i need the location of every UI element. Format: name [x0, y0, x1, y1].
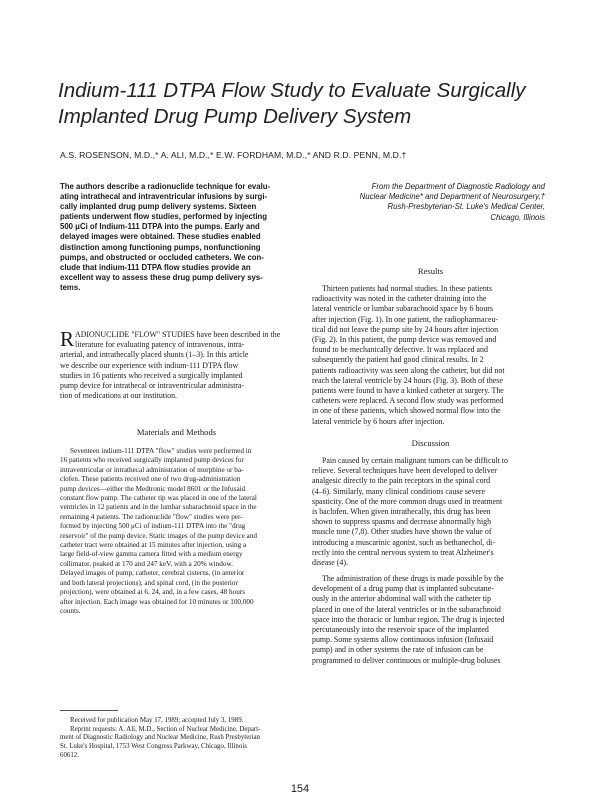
discussion-line: spasticity. One of the more common drugs used in treatment — [312, 496, 503, 506]
results-line: tical did not leave the pump site by 24 hours after injection — [312, 324, 499, 334]
methods-line: ventricles in 12 patients and in the lumbar subarachnoid space in the — [60, 503, 257, 512]
discussion-line: muscle tone (7,8). Other studies have shown the value of — [312, 527, 492, 537]
footnote-line: Received for publication May 17, 1989; accepted July 3, 1989. — [70, 717, 244, 724]
results-text — [312, 284, 549, 427]
results-line: in one of these patients, which showed normal flow into the — [312, 406, 501, 416]
discussion-line: pump) and in other systems the rate of infusion can be — [312, 645, 484, 655]
results-line: subsequently the patient had good clinical results. In 2 — [312, 355, 484, 365]
methods-line: 16 patients who received surgically implanted pump devices for — [60, 456, 244, 465]
footnote-line: Reprint requests: A. Ali, M.D., Section of Nuclear Medicine, Depart- — [70, 725, 261, 733]
abstract-line: clude that indium-111 DTPA flow studies provide an — [60, 262, 251, 272]
abstract — [60, 182, 293, 293]
discussion-line: space into the thoracic or lumbar region. The drug is injected — [312, 614, 505, 624]
abstract-line: 500 μCi of Indium-111 DTPA into the pumps. Early and — [60, 222, 260, 232]
title-line: Indium-111 DTPA Flow Study to Evaluate Surgically — [58, 79, 526, 102]
abstract-line: patients underwent flow studies, performed by injecting — [60, 212, 268, 222]
discussion-line: (4–6). Similarly, many clinical conditions cause severe — [312, 486, 486, 496]
results-line: radioactivity was noted in the catheter draining into the — [312, 294, 487, 304]
discussion-line: Pain caused by certain malignant tumors can be difficult to — [322, 456, 508, 465]
methods-line: Seventeen indium-111 DTPA "flow" studies were performed in — [70, 447, 252, 455]
intro-line: pump device for intrathecal or intraventricular administra- — [60, 381, 245, 391]
abstract-line: excellent way to assess these drug pump delivery sys- — [60, 272, 263, 282]
abstract-line: The authors describe a radionuclide technique for evalu- — [60, 182, 271, 191]
methods-line: Delayed images of pump, catheter, cerebral cisterns, (in anterior — [60, 569, 245, 578]
results-line: lateral ventricle or lumbar subarachnoid space by 6 hours — [312, 304, 493, 314]
discussion-line: introducing a muscarinic agonist, such as bethanechol, di- — [312, 537, 495, 547]
methods-line: pump devices—either the Medtronic model 8601 or the Infusaid — [60, 484, 246, 493]
abstract-line: tems. — [60, 282, 81, 292]
footnote — [60, 717, 293, 761]
discussion-line: pump. Some systems allow continuous infusion (Infusaid — [312, 635, 494, 645]
abstract-line: pumps, and obstructed or occluded catheters. We con- — [60, 252, 264, 262]
affiliation-line: Chicago, Illinois — [490, 212, 545, 222]
discussion-line: percutaneously into the reservoir space of the implanted — [312, 625, 489, 635]
affiliation-line: Nuclear Medicine* and Department of Neurosurgery,† — [359, 192, 545, 202]
discussion-line: relieve. Several techniques have been developed to deliver — [312, 466, 497, 476]
results-line: (Fig. 2). In this patient, the pump device was removed and — [312, 335, 497, 345]
discussion-paragraph-2 — [312, 574, 549, 666]
intro-line: arterial, and intrathecally placed shunts (1–3). In this article — [60, 350, 249, 360]
title-line: Implanted Drug Pump Delivery System — [58, 105, 412, 128]
methods-line: projection), were obtained at 6, 24, and, in a few cases, 48 hours — [60, 588, 246, 597]
results-heading: Results — [417, 266, 444, 276]
discussion-line: programmed to deliver continuous or multiple-drug boluses — [312, 655, 501, 665]
discussion-line: is baclofen. When given intrathecally, this drug has been — [312, 507, 491, 517]
methods-line: intraventricular or intrathecal administration of morphine or ba- — [60, 465, 244, 474]
methods-line: constant flow pump. The catheter tip was placed in one of the lateral — [60, 494, 257, 503]
results-line: Thirteen patients had normal studies. In these patients — [322, 284, 493, 293]
footnote-line: St. Luke's Hospital, 1753 West Congress Parkway, Chicago, Illinois — [60, 743, 247, 751]
article-title — [58, 78, 558, 130]
methods-line: after injection. Each image was obtained for 10 minutes or 100,000 — [60, 597, 254, 606]
discussion-line: development of a drug pump that is implanted subcutane- — [312, 584, 494, 594]
drop-cap: R — [60, 327, 75, 351]
methods-line: catheter tract were obtained at 15 minutes after injection, using a — [60, 541, 247, 550]
methods-line: formed by injecting 500 μCi of indium-111 DTPA into the "drug — [60, 522, 246, 531]
intro-line: ADIONUCLIDE "FLOW" STUDIES have been described in the — [75, 330, 281, 339]
introduction — [60, 327, 293, 401]
abstract-line: delayed images were obtained. These studies enabled — [60, 232, 261, 242]
results-line: patients radioactivity was seen along the catheter, but did not — [312, 365, 505, 375]
footnote-rule — [60, 710, 118, 711]
methods-text — [60, 447, 293, 616]
methods-line: clofen. These patients received one of two drug-administration — [60, 475, 241, 484]
intro-line: literature for evaluating patency of intravenous, intra- — [75, 340, 245, 350]
discussion-line: ously in the anterior abdominal wall with the catheter tip — [312, 594, 492, 604]
intro-line: we describe our experience with indium-111 DTPA flow — [60, 360, 239, 370]
results-line: patients were found to have a kinked catheter at surgery. The — [312, 386, 504, 396]
affiliation — [300, 182, 545, 223]
abstract-line: ating intrathecal and intraventricular infusions by surgi- — [60, 192, 268, 202]
results-line: after injection (Fig. 1). In one patient, the radiopharmaceu- — [312, 314, 499, 324]
abstract-line: cally implanted drug pump delivery systems. Sixteen — [60, 202, 257, 212]
discussion-paragraph-1 — [312, 456, 549, 568]
results-line: catheters were replaced. A second flow study was performed — [312, 396, 504, 406]
methods-line: remaining 4 patients. The radionuclide "flow" studies were per- — [60, 512, 243, 521]
intro-line: tion of medications at our institution. — [60, 391, 178, 401]
results-line: found to be mechanically defective. It was replaced and — [312, 345, 488, 355]
discussion-line: disease (4). — [312, 558, 348, 568]
affiliation-line: From the Department of Diagnostic Radiology and — [371, 182, 545, 191]
page-number: 154 — [290, 783, 310, 795]
methods-line: reservoir" of the pump device. Static images of the pump device and — [60, 531, 257, 540]
methods-line: large field-of-view gamma camera fitted with a medium energy — [60, 550, 243, 559]
methods-line: counts. — [60, 606, 81, 615]
results-line: lateral ventricle by 6 hours after injection. — [312, 416, 445, 426]
discussion-line: placed in one of the lateral ventricles or in the subarachnoid — [312, 604, 501, 614]
discussion-heading: Discussion — [411, 438, 450, 448]
methods-line: and both lateral projections), and spinal cord, (in the posterior — [60, 578, 238, 587]
footnote-line: 60612. — [60, 751, 79, 759]
footnote-line: ment of Diagnostic Radiology and Nuclear Medicine, Rush Presbyterian — [60, 734, 260, 742]
methods-line: collimator, peaked at 170 and 247 keV, with a 20% window. — [60, 559, 233, 568]
discussion-line: The administration of these drugs is made possible by the — [322, 574, 504, 583]
results-line: reach the lateral ventricle by 24 hours (Fig. 3). Both of these — [312, 375, 503, 385]
intro-line: studies in 16 patients who received a surgically implanted — [60, 370, 243, 380]
abstract-line: distinction among functioning pumps, nonfunctioning — [60, 242, 261, 252]
discussion-line: rectly into the central nervous system to treat Alzheimer's — [312, 547, 494, 557]
discussion-line: shown to suppress spasms and decrease abnormally high — [312, 517, 492, 527]
discussion-line: analgesic directly to the pain receptors in the spinal cord — [312, 476, 491, 486]
author-list: A.S. ROSENSON, M.D.,* A. ALI, M.D.,* E.W. FORDHAM, M.D.,* AND R.D. PENN, M.D.† — [60, 150, 407, 160]
methods-heading: Materials and Methods — [136, 427, 217, 437]
affiliation-line: Rush-Presbyterian-St. Luke's Medical Center, — [387, 202, 545, 212]
